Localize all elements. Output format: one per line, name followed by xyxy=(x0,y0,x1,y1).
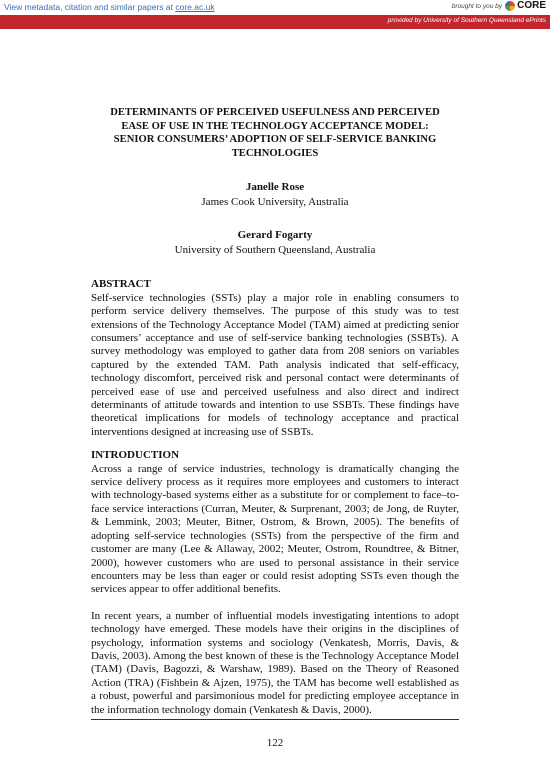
paper-body xyxy=(91,106,459,717)
title-line: DETERMINANTS OF PERCEIVED USEFULNESS AND PERCEIVED xyxy=(110,107,440,118)
core-logo[interactable] xyxy=(505,0,546,11)
page-number: 122 xyxy=(266,737,284,749)
introduction-heading: INTRODUCTION xyxy=(91,449,180,462)
title-line: EASE OF USE IN THE TECHNOLOGY ACCEPTANCE MODEL: xyxy=(121,120,429,132)
author-affiliation: University of Southern Queensland, Australia xyxy=(174,244,376,257)
footer-rule xyxy=(91,719,459,720)
core-banner xyxy=(0,0,550,32)
intro-paragraph: Across a range of service industries, technology is dramatically changing the service delivery process as it requires more employees and customers to interact with technology-based systems either as a substitute for or complement to face–to-face service interactions (Curran, Meuter, & Surprenant, 2003; de Jong, de Ruyter, & Lemmink, 2003; Meuter, Bitner, Ostrom, & Brown, 2005). The benefits of adopting self-service technologies (SSTs) from the perspective of the firm and customer are many (Lee & Allaway, 2002; Meuter, Ostrom, Roundtree, & Bitner, 2000), however customers who are used to personal assistance in their service encounters may be less than eager or could resist adopting SSTs even though the services appear to offer additional benefits. xyxy=(91,462,459,596)
core-brand-text: CORE xyxy=(517,0,546,11)
paper-title xyxy=(91,106,459,160)
provided-by-link[interactable]: provided by University of Southern Queensland ePrints xyxy=(387,17,546,24)
abstract-text: Self-service technologies (SSTs) play a major role in enabling consumers to perform service delivery themselves. The purpose of this study was to test extensions of the Technology Acceptance Model (TAM) aimed at predicting senior consumers’ acceptance and use of self-service banking technologies (SSBTs). A survey methodology was employed to gather data from 208 seniors on variables captured by the extended TAM. Path analysis indicated that self-efficacy, technology discomfort, perceived risk and personal contact were determinants of perceived ease of use and perceived usefulness and also direct and indirect determinants of attitude towards and intention to use SSBTs. These findings have theoretical implications for models of technology acceptance and practical interventions designed at increasing use of SSBTs. xyxy=(91,291,459,438)
core-banner-top xyxy=(0,0,550,15)
intro-paragraph: In recent years, a number of influential models investigating intentions to adopt technology have emerged. These models have their origins in the disciplines of psychology, information systems and sociology (Venkatesh, Morris, Davis, & Davis, 2003). Among the best known of these is the Technology Acceptance Model (TAM) (Davis, Bagozzi, & Warshaw, 1989). Based on the Theory of Reasoned Action (TRA) (Fishbein & Ajzen, 1975), the TAM has become well established as a robust, powerful and parsimonious model for predicting employee acceptance in the information technology domain (Venkatesh & Davis, 2000). xyxy=(91,609,459,716)
view-metadata-text: View metadata, citation and similar papers at xyxy=(4,2,176,12)
title-line: SENIOR CONSUMERS’ ADOPTION OF SELF-SERVICE BANKING xyxy=(113,134,437,146)
author-affiliation: James Cook University, Australia xyxy=(201,196,349,209)
core-ac-uk-link[interactable]: core.ac.uk xyxy=(175,2,215,12)
core-logo-icon xyxy=(505,1,515,11)
provided-by-bar xyxy=(0,15,550,29)
author-name: Janelle Rose xyxy=(245,181,305,194)
view-metadata-link[interactable] xyxy=(4,2,215,12)
title-line: TECHNOLOGIES xyxy=(231,147,319,159)
abstract-heading: ABSTRACT xyxy=(91,278,151,291)
author-name: Gerard Fogarty xyxy=(237,229,313,242)
brought-to-you-text: brought to you by xyxy=(451,3,502,10)
